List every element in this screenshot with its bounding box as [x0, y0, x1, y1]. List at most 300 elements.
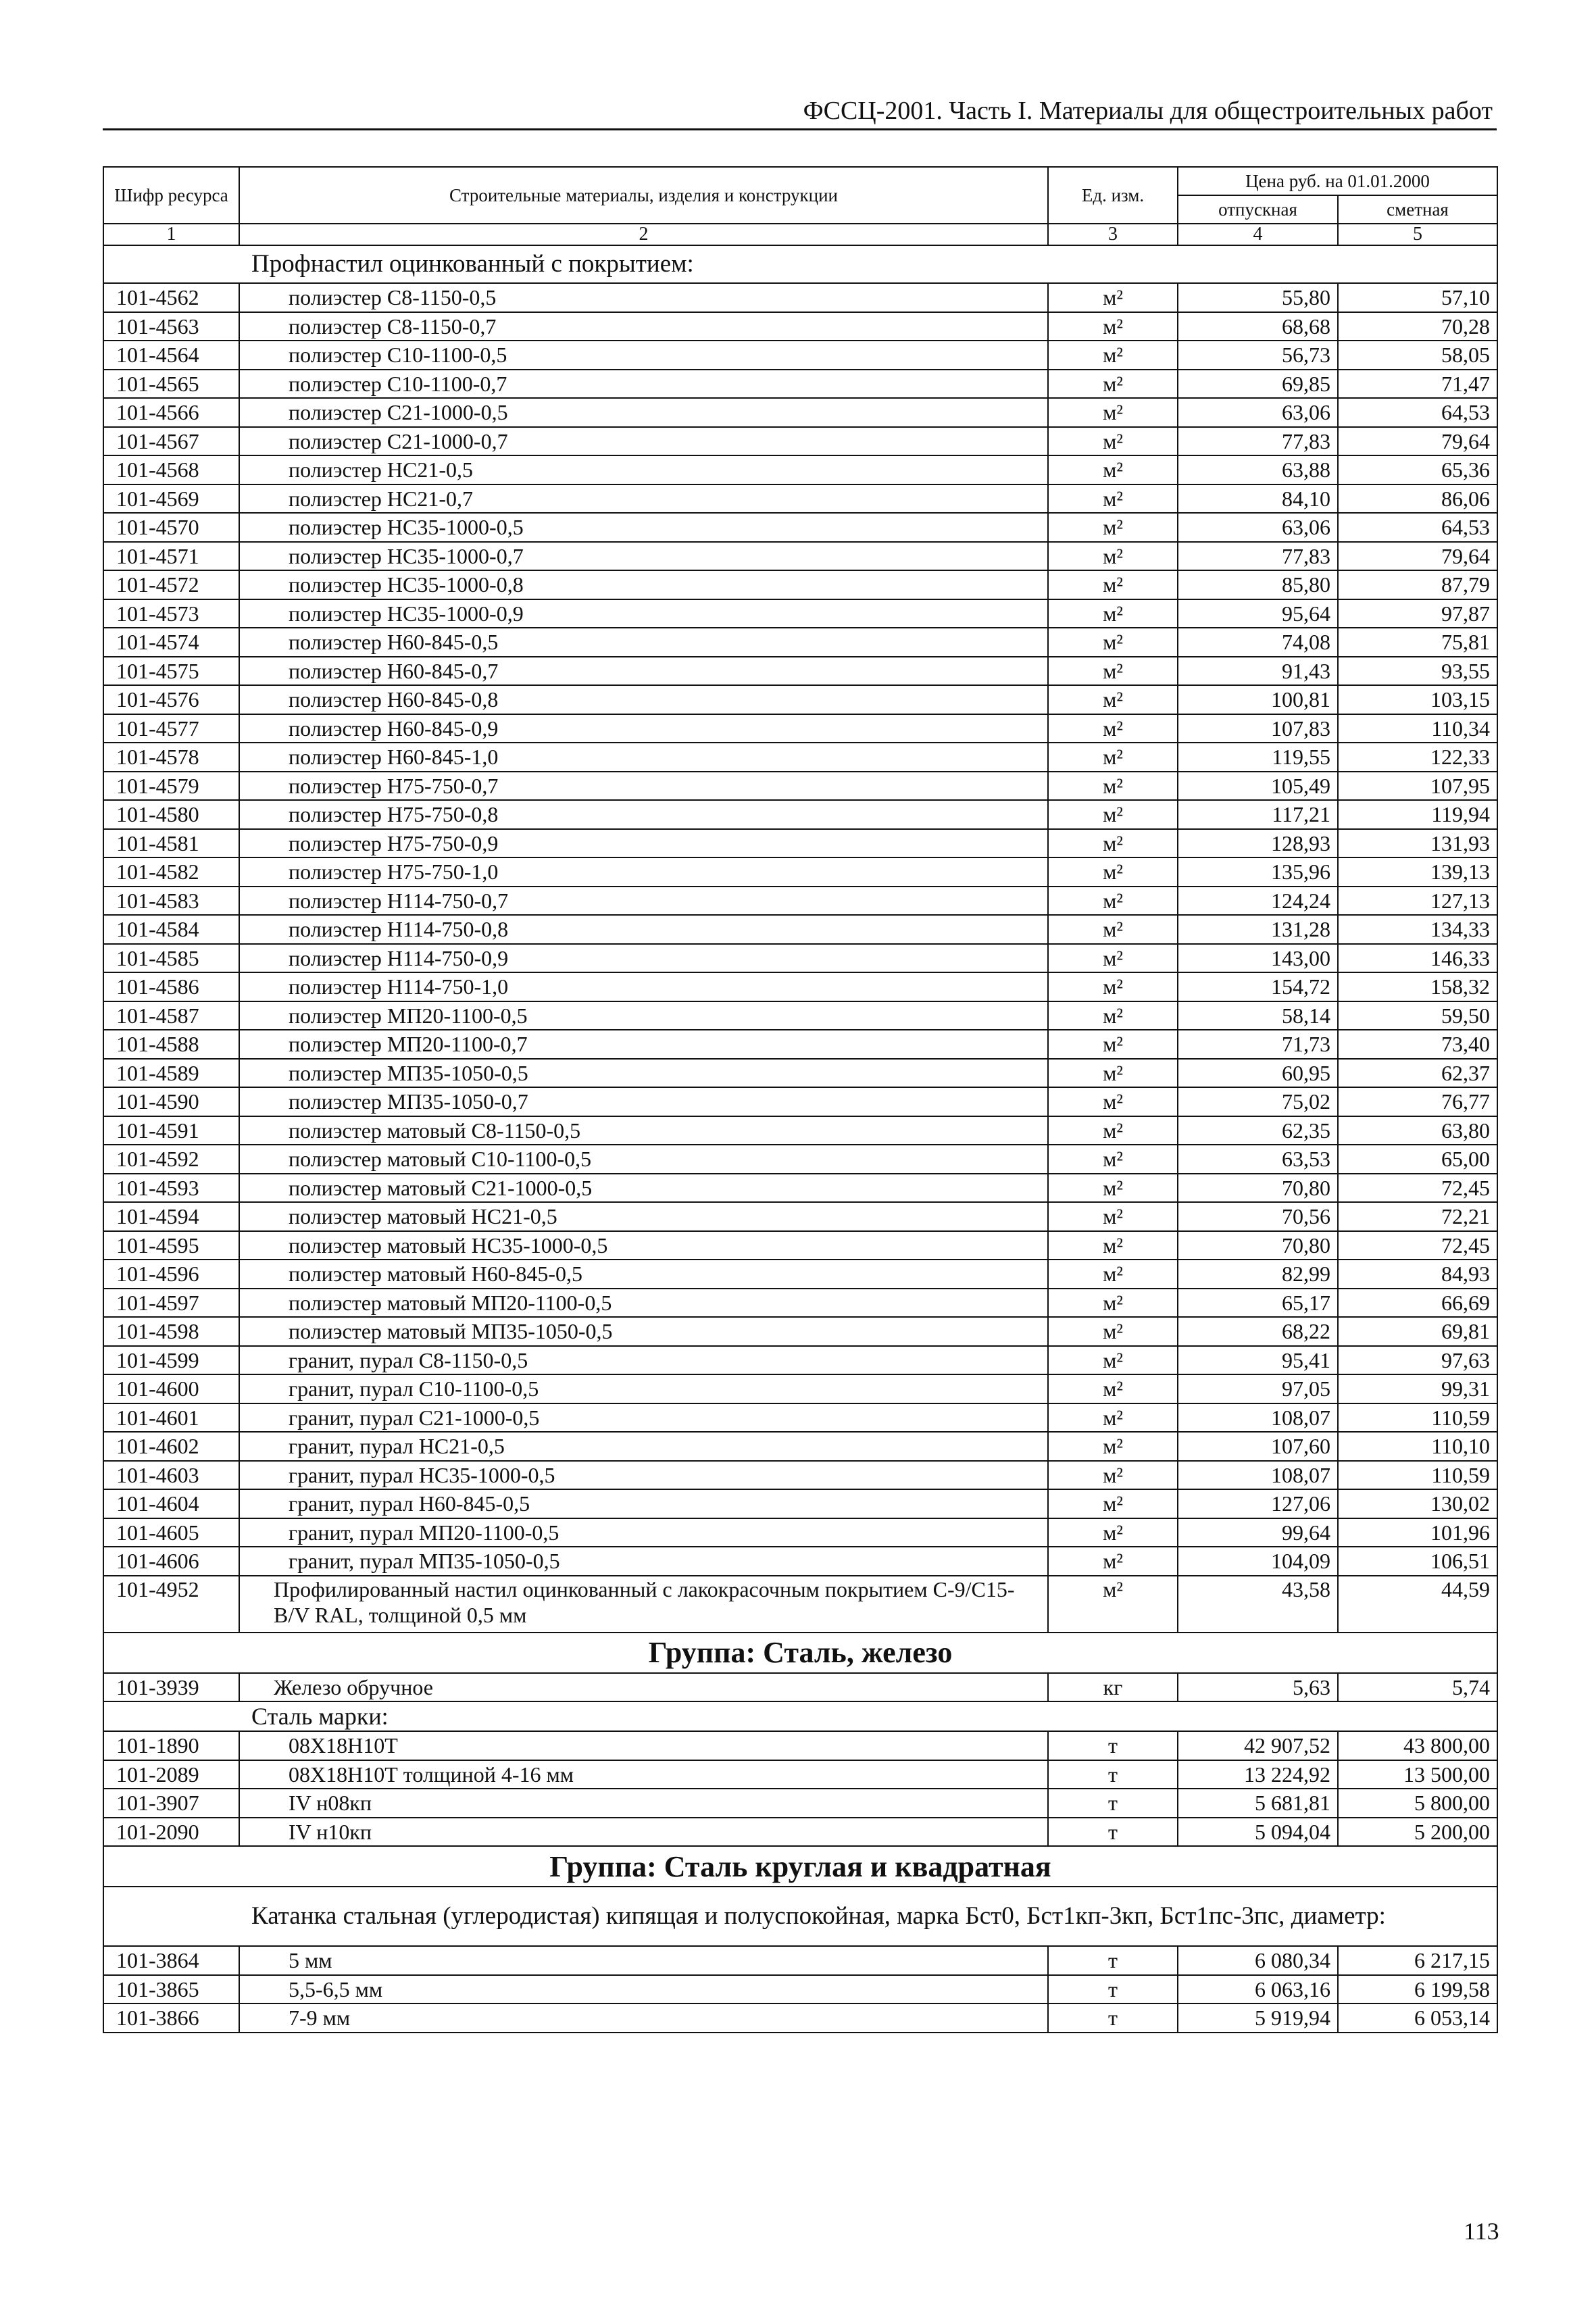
table-row — [103, 1818, 1497, 1847]
cell-unit: м² — [1048, 1289, 1178, 1318]
cell-unit: т — [1048, 1818, 1178, 1847]
table-row — [103, 455, 1497, 484]
cell-release: 117,21 — [1178, 800, 1338, 829]
cell-release: 63,53 — [1178, 1145, 1338, 1174]
cell-release: 119,55 — [1178, 743, 1338, 772]
table-row — [103, 542, 1497, 571]
cell-name: полиэстер С8-1150-0,7 — [239, 312, 1048, 341]
cell-estimate: 106,51 — [1338, 1547, 1497, 1576]
cell-unit: м² — [1048, 455, 1178, 484]
cell-name: полиэстер Н75-750-0,8 — [239, 800, 1048, 829]
table-row — [103, 1403, 1497, 1433]
cell-name: гранит, пурал МП35-1050-0,5 — [239, 1547, 1048, 1576]
cell-code: 101-4603 — [103, 1461, 239, 1490]
table-row: 101-3939 Железо обручное кг 5,63 5,74 — [103, 1673, 1497, 1702]
table-row — [103, 370, 1497, 399]
cell-code: 101-4578 — [103, 743, 239, 772]
cell-release: 128,93 — [1178, 829, 1338, 858]
cell-name: гранит, пурал МП20-1100-0,5 — [239, 1518, 1048, 1547]
cell-code: 101-4570 — [103, 513, 239, 542]
cell-code: 101-4566 — [103, 398, 239, 427]
cell-estimate: 65,00 — [1338, 1145, 1497, 1174]
cell-code: 101-4582 — [103, 857, 239, 887]
cell-release: 71,73 — [1178, 1030, 1338, 1059]
cell-unit: м² — [1048, 484, 1178, 514]
cell-release: 6 080,34 — [1178, 1946, 1338, 1975]
cell-estimate: 134,33 — [1338, 915, 1497, 944]
table-row — [103, 1374, 1497, 1403]
cell-release: 105,49 — [1178, 772, 1338, 801]
cell-code: 101-2090 — [103, 1818, 239, 1847]
cell-code: 101-4590 — [103, 1087, 239, 1116]
cell-release: 55,80 — [1178, 283, 1338, 312]
cell-unit: м² — [1048, 1030, 1178, 1059]
cell-unit: м² — [1048, 1518, 1178, 1547]
cell-estimate: 103,15 — [1338, 685, 1497, 714]
cell-name: полиэстер Н60-845-0,7 — [239, 657, 1048, 686]
cell-name: полиэстер МП20-1100-0,5 — [239, 1001, 1048, 1030]
cell-code: 101-4575 — [103, 657, 239, 686]
section-title-row — [103, 1887, 1497, 1946]
cell-code: 101-3866 — [103, 2003, 239, 2033]
cell-name: гранит, пурал НС35-1000-0,5 — [239, 1461, 1048, 1490]
cell-estimate: 97,87 — [1338, 599, 1497, 628]
cell-code: 101-4605 — [103, 1518, 239, 1547]
table-row — [103, 685, 1497, 714]
table-row — [103, 857, 1497, 887]
col-header-estimate: сметная — [1338, 195, 1497, 224]
cell-unit: м² — [1048, 1231, 1178, 1260]
cell-unit: м² — [1048, 1547, 1178, 1576]
cell-unit: т — [1048, 1789, 1178, 1818]
cell-code: 101-4594 — [103, 1202, 239, 1231]
table-row — [103, 1975, 1497, 2004]
cell-release: 68,22 — [1178, 1317, 1338, 1346]
section2-rows — [103, 1731, 1497, 1846]
cell-name: полиэстер НС35-1000-0,8 — [239, 570, 1048, 599]
table-row — [103, 398, 1497, 427]
cell-code: 101-4604 — [103, 1489, 239, 1518]
cell-estimate: 101,96 — [1338, 1518, 1497, 1547]
cell-code: 101-3864 — [103, 1946, 239, 1975]
cell-estimate: 107,95 — [1338, 772, 1497, 801]
cell-name: 5,5-6,5 мм — [239, 1975, 1048, 2004]
table-row — [103, 829, 1497, 858]
cell-name: полиэстер НС21-0,7 — [239, 484, 1048, 514]
cell-code: 101-4598 — [103, 1317, 239, 1346]
table-row — [103, 2003, 1497, 2033]
cell-estimate: 43 800,00 — [1338, 1731, 1497, 1760]
cell-estimate: 72,45 — [1338, 1174, 1497, 1203]
table-row — [103, 1946, 1497, 1975]
cell-release: 100,81 — [1178, 685, 1338, 714]
cell-unit: м² — [1048, 800, 1178, 829]
cell-estimate: 6 053,14 — [1338, 2003, 1497, 2033]
table-row — [103, 427, 1497, 456]
cell-name: полиэстер С21-1000-0,5 — [239, 398, 1048, 427]
cell-release: 108,07 — [1178, 1403, 1338, 1433]
cell-name: полиэстер С21-1000-0,7 — [239, 427, 1048, 456]
col-header-unit: Ед. изм. — [1048, 167, 1178, 224]
cell-unit: м² — [1048, 714, 1178, 743]
cell-release: 70,56 — [1178, 1202, 1338, 1231]
cell-estimate: 64,53 — [1338, 513, 1497, 542]
cell-release: 107,83 — [1178, 714, 1338, 743]
cell-code: 101-4597 — [103, 1289, 239, 1318]
cell-name: полиэстер МП35-1050-0,5 — [239, 1059, 1048, 1088]
cell-estimate: 59,50 — [1338, 1001, 1497, 1030]
table-row: 101-4952 Профилированный настил оцинкованный с лакокрасочным покрытием С-9/С15-В/V RAL, толщиной 0,5 мм м² 43,58 44,59 — [103, 1576, 1497, 1633]
cell-name: полиэстер Н75-750-0,7 — [239, 772, 1048, 801]
cell-unit: м² — [1048, 1145, 1178, 1174]
cell-estimate: 93,55 — [1338, 657, 1497, 686]
cell-release: 74,08 — [1178, 628, 1338, 657]
cell-estimate: 72,45 — [1338, 1231, 1497, 1260]
cell-estimate: 73,40 — [1338, 1030, 1497, 1059]
col-header-name: Строительные материалы, изделия и конструкции — [239, 167, 1048, 224]
cell-release: 6 063,16 — [1178, 1975, 1338, 2004]
cell-unit: м² — [1048, 370, 1178, 399]
cell-name: полиэстер Н114-750-0,7 — [239, 887, 1048, 916]
cell-name: полиэстер Н114-750-0,8 — [239, 915, 1048, 944]
cell-code: 101-4579 — [103, 772, 239, 801]
table-row — [103, 1731, 1497, 1760]
cell-release: 5 681,81 — [1178, 1789, 1338, 1818]
cell-name: полиэстер Н60-845-1,0 — [239, 743, 1048, 772]
cell-unit: м² — [1048, 657, 1178, 686]
table-row — [103, 599, 1497, 628]
cell-name: полиэстер матовый НС35-1000-0,5 — [239, 1231, 1048, 1260]
cell-name: полиэстер НС21-0,5 — [239, 455, 1048, 484]
cell-code: 101-1890 — [103, 1731, 239, 1760]
cell-release: 77,83 — [1178, 427, 1338, 456]
table-row — [103, 1547, 1497, 1576]
cell-name: полиэстер Н60-845-0,8 — [239, 685, 1048, 714]
table-row — [103, 1202, 1497, 1231]
cell-code: 101-4571 — [103, 542, 239, 571]
cell-unit: м² — [1048, 772, 1178, 801]
cell-code: 101-4581 — [103, 829, 239, 858]
cell-release: 58,14 — [1178, 1001, 1338, 1030]
cell-unit: м² — [1048, 628, 1178, 657]
page-number: 113 — [1464, 2218, 1499, 2245]
cell-release: 77,83 — [1178, 542, 1338, 571]
table-row — [103, 1001, 1497, 1030]
cell-unit: м² — [1048, 542, 1178, 571]
table-row — [103, 341, 1497, 370]
cell-estimate: 5 800,00 — [1338, 1789, 1497, 1818]
cell-unit: м² — [1048, 1461, 1178, 1490]
cell-release: 62,35 — [1178, 1116, 1338, 1145]
cell-unit: т — [1048, 1946, 1178, 1975]
cell-release: 131,28 — [1178, 915, 1338, 944]
cell-code: 101-4584 — [103, 915, 239, 944]
cell-unit: м² — [1048, 312, 1178, 341]
cell-estimate: 127,13 — [1338, 887, 1497, 916]
cell-release: 135,96 — [1178, 857, 1338, 887]
group-title-row — [103, 1633, 1497, 1673]
table-row — [103, 1116, 1497, 1145]
cell-name: полиэстер НС35-1000-0,5 — [239, 513, 1048, 542]
cell-unit: т — [1048, 2003, 1178, 2033]
cell-unit: м² — [1048, 599, 1178, 628]
cell-name: полиэстер Н114-750-1,0 — [239, 972, 1048, 1001]
cell-code: 101-4602 — [103, 1432, 239, 1461]
cell-code: 101-4567 — [103, 427, 239, 456]
cell-estimate: 63,80 — [1338, 1116, 1497, 1145]
cell-name: полиэстер матовый МП20-1100-0,5 — [239, 1289, 1048, 1318]
cell-estimate: 119,94 — [1338, 800, 1497, 829]
cell-estimate: 84,93 — [1338, 1260, 1497, 1289]
cell-estimate: 13 500,00 — [1338, 1760, 1497, 1789]
cell-code: 101-4587 — [103, 1001, 239, 1030]
cell-code: 101-4600 — [103, 1374, 239, 1403]
cell-estimate: 131,93 — [1338, 829, 1497, 858]
cell-estimate: 69,81 — [1338, 1317, 1497, 1346]
cell-code: 101-4572 — [103, 570, 239, 599]
cell-estimate: 72,21 — [1338, 1202, 1497, 1231]
cell-estimate: 66,69 — [1338, 1289, 1497, 1318]
cell-name: полиэстер Н60-845-0,9 — [239, 714, 1048, 743]
cell-release: 75,02 — [1178, 1087, 1338, 1116]
cell-release: 95,41 — [1178, 1346, 1338, 1375]
cell-name: полиэстер матовый НС21-0,5 — [239, 1202, 1048, 1231]
table-row — [103, 915, 1497, 944]
cell-unit: м² — [1048, 857, 1178, 887]
cell-name: полиэстер НС35-1000-0,7 — [239, 542, 1048, 571]
group-title-row — [103, 1846, 1497, 1887]
cell-release: 63,88 — [1178, 455, 1338, 484]
page-title: ФССЦ-2001. Часть I. Материалы для общестроительных работ — [803, 97, 1493, 125]
cell-release: 108,07 — [1178, 1461, 1338, 1490]
table-row — [103, 1145, 1497, 1174]
cell-code: 101-4585 — [103, 944, 239, 973]
cell-unit: м² — [1048, 1374, 1178, 1403]
cell-unit: м² — [1048, 1346, 1178, 1375]
cell-estimate: 86,06 — [1338, 484, 1497, 514]
cell-unit: т — [1048, 1975, 1178, 2004]
cell-estimate: 57,10 — [1338, 283, 1497, 312]
table-row — [103, 513, 1497, 542]
cell-name: IV н10кп — [239, 1818, 1048, 1847]
column-numbers-row: 1 2 3 4 5 — [103, 224, 1497, 245]
cell-estimate: 5 200,00 — [1338, 1818, 1497, 1847]
cell-release: 143,00 — [1178, 944, 1338, 973]
cell-code: 101-4562 — [103, 283, 239, 312]
cell-name: полиэстер НС35-1000-0,9 — [239, 599, 1048, 628]
cell-release: 42 907,52 — [1178, 1731, 1338, 1760]
cell-release: 104,09 — [1178, 1547, 1338, 1576]
cell-unit: м² — [1048, 1432, 1178, 1461]
cell-code: 101-4588 — [103, 1030, 239, 1059]
cell-estimate: 75,81 — [1338, 628, 1497, 657]
cell-estimate: 110,10 — [1338, 1432, 1497, 1461]
cell-release: 82,99 — [1178, 1260, 1338, 1289]
cell-release: 85,80 — [1178, 570, 1338, 599]
table-row — [103, 1059, 1497, 1088]
cell-code: 101-4577 — [103, 714, 239, 743]
cell-release: 154,72 — [1178, 972, 1338, 1001]
section3-rows — [103, 1946, 1497, 2033]
cell-estimate: 79,64 — [1338, 427, 1497, 456]
cell-estimate: 122,33 — [1338, 743, 1497, 772]
cell-code: 101-4574 — [103, 628, 239, 657]
cell-name: полиэстер матовый Н60-845-0,5 — [239, 1260, 1048, 1289]
cell-estimate: 71,47 — [1338, 370, 1497, 399]
col-header-release: отпускная — [1178, 195, 1338, 224]
table-row — [103, 944, 1497, 973]
cell-code: 101-4583 — [103, 887, 239, 916]
cell-unit: м² — [1048, 743, 1178, 772]
cell-unit: м² — [1048, 1116, 1178, 1145]
table-row — [103, 484, 1497, 514]
cell-code: 101-2089 — [103, 1760, 239, 1789]
cell-name: гранит, пурал С8-1150-0,5 — [239, 1346, 1048, 1375]
cell-release: 107,60 — [1178, 1432, 1338, 1461]
cell-unit: м² — [1048, 1087, 1178, 1116]
section-title-row — [103, 245, 1497, 283]
cell-code: 101-4580 — [103, 800, 239, 829]
cell-code: 101-4599 — [103, 1346, 239, 1375]
cell-code: 101-4563 — [103, 312, 239, 341]
cell-unit: м² — [1048, 1403, 1178, 1433]
group-title: Группа: Сталь, железо — [103, 1633, 1497, 1673]
cell-code: 101-4589 — [103, 1059, 239, 1088]
cell-code: 101-4591 — [103, 1116, 239, 1145]
section-title: Профнастил оцинкованный с покрытием: — [103, 245, 1497, 283]
page-header — [103, 95, 1497, 130]
cell-name: полиэстер Н75-750-0,9 — [239, 829, 1048, 858]
cell-estimate: 70,28 — [1338, 312, 1497, 341]
table-row — [103, 628, 1497, 657]
cell-unit: м² — [1048, 944, 1178, 973]
cell-estimate: 6 199,58 — [1338, 1975, 1497, 2004]
cell-estimate: 110,59 — [1338, 1461, 1497, 1490]
price-table — [103, 166, 1498, 2033]
cell-code: 101-4586 — [103, 972, 239, 1001]
cell-release: 95,64 — [1178, 599, 1338, 628]
table-row — [103, 743, 1497, 772]
cell-estimate: 146,33 — [1338, 944, 1497, 973]
cell-release: 127,06 — [1178, 1489, 1338, 1518]
table-row — [103, 1289, 1497, 1318]
cell-estimate: 97,63 — [1338, 1346, 1497, 1375]
table-row — [103, 1260, 1497, 1289]
cell-code: 101-4576 — [103, 685, 239, 714]
cell-unit: м² — [1048, 1317, 1178, 1346]
cell-unit: м² — [1048, 1260, 1178, 1289]
cell-code: 101-4568 — [103, 455, 239, 484]
cell-code: 101-4565 — [103, 370, 239, 399]
table-row — [103, 657, 1497, 686]
cell-code: 101-4596 — [103, 1260, 239, 1289]
table-row — [103, 1346, 1497, 1375]
cell-estimate: 130,02 — [1338, 1489, 1497, 1518]
cell-unit: м² — [1048, 283, 1178, 312]
table-row — [103, 1087, 1497, 1116]
cell-unit: м² — [1048, 685, 1178, 714]
cell-estimate: 158,32 — [1338, 972, 1497, 1001]
group-title: Группа: Сталь круглая и квадратная — [103, 1846, 1497, 1887]
cell-release: 70,80 — [1178, 1231, 1338, 1260]
cell-code: 101-4606 — [103, 1547, 239, 1576]
table-row — [103, 772, 1497, 801]
cell-unit: м² — [1048, 398, 1178, 427]
cell-release: 124,24 — [1178, 887, 1338, 916]
cell-release: 84,10 — [1178, 484, 1338, 514]
cell-unit: м² — [1048, 1174, 1178, 1203]
cell-unit: м² — [1048, 887, 1178, 916]
cell-name: гранит, пурал С21-1000-0,5 — [239, 1403, 1048, 1433]
table-row — [103, 312, 1497, 341]
cell-code: 101-4593 — [103, 1174, 239, 1203]
cell-release: 60,95 — [1178, 1059, 1338, 1088]
cell-unit: м² — [1048, 915, 1178, 944]
cell-name: 7-9 мм — [239, 2003, 1048, 2033]
table-row — [103, 1231, 1497, 1260]
cell-release: 69,85 — [1178, 370, 1338, 399]
cell-estimate: 64,53 — [1338, 398, 1497, 427]
table-row — [103, 1789, 1497, 1818]
table-row — [103, 800, 1497, 829]
cell-estimate: 110,59 — [1338, 1403, 1497, 1433]
cell-unit: м² — [1048, 1001, 1178, 1030]
table-row — [103, 1317, 1497, 1346]
table-row — [103, 570, 1497, 599]
cell-name: 08Х18Н10Т толщиной 4-16 мм — [239, 1760, 1048, 1789]
col-header-price: Цена руб. на 01.01.2000 — [1178, 167, 1497, 195]
cell-unit: т — [1048, 1731, 1178, 1760]
cell-name: полиэстер матовый С10-1100-0,5 — [239, 1145, 1048, 1174]
cell-unit: м² — [1048, 341, 1178, 370]
cell-name: полиэстер матовый МП35-1050-0,5 — [239, 1317, 1048, 1346]
table-row — [103, 1432, 1497, 1461]
section-title: Катанка стальная (углеродистая) кипящая и полуспокойная, марка Бст0, Бст1кп-3кп, Бст1пс-3пс, диаметр: — [103, 1887, 1497, 1946]
table-row — [103, 1030, 1497, 1059]
cell-release: 56,73 — [1178, 341, 1338, 370]
table-row — [103, 1461, 1497, 1490]
cell-estimate: 139,13 — [1338, 857, 1497, 887]
table-row — [103, 714, 1497, 743]
cell-release: 70,80 — [1178, 1174, 1338, 1203]
cell-release: 13 224,92 — [1178, 1760, 1338, 1789]
section-title: Сталь марки: — [103, 1701, 1497, 1731]
table-row — [103, 1174, 1497, 1203]
table-row — [103, 887, 1497, 916]
cell-unit: м² — [1048, 427, 1178, 456]
cell-name: полиэстер Н75-750-1,0 — [239, 857, 1048, 887]
cell-unit: т — [1048, 1760, 1178, 1789]
cell-estimate: 6 217,15 — [1338, 1946, 1497, 1975]
cell-name: гранит, пурал С10-1100-0,5 — [239, 1374, 1048, 1403]
table-row — [103, 283, 1497, 312]
cell-estimate: 65,36 — [1338, 455, 1497, 484]
cell-estimate: 87,79 — [1338, 570, 1497, 599]
cell-estimate: 58,05 — [1338, 341, 1497, 370]
cell-name: полиэстер С10-1100-0,7 — [239, 370, 1048, 399]
cell-estimate: 110,34 — [1338, 714, 1497, 743]
table-row — [103, 1518, 1497, 1547]
cell-code: 101-4592 — [103, 1145, 239, 1174]
section1-rows — [103, 283, 1497, 1576]
cell-name: гранит, пурал Н60-845-0,5 — [239, 1489, 1048, 1518]
col-header-code: Шифр ресурса — [103, 167, 239, 224]
cell-name: полиэстер матовый С8-1150-0,5 — [239, 1116, 1048, 1145]
cell-estimate: 79,64 — [1338, 542, 1497, 571]
cell-estimate: 99,31 — [1338, 1374, 1497, 1403]
cell-release: 91,43 — [1178, 657, 1338, 686]
cell-release: 63,06 — [1178, 398, 1338, 427]
